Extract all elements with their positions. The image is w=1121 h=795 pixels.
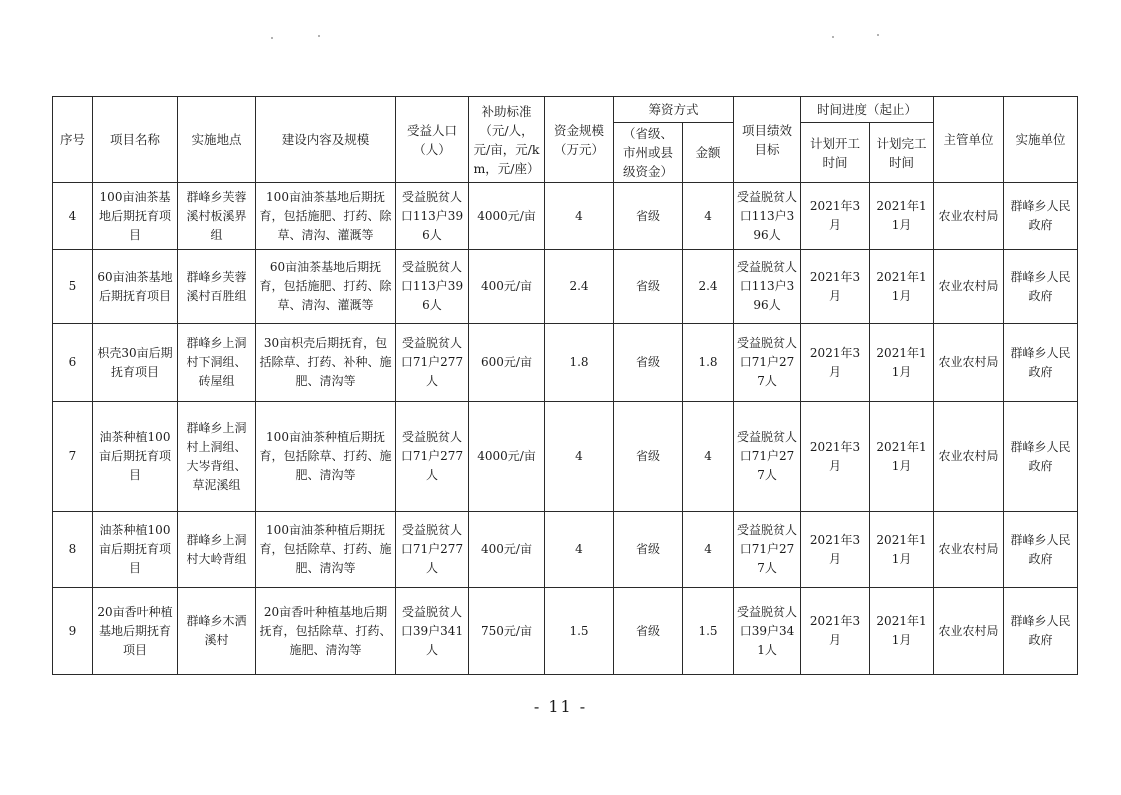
header-authority: 主管单位 <box>934 97 1004 183</box>
cell-seq: 4 <box>53 183 93 250</box>
cell-name: 油茶种植100亩后期抚育项目 <box>93 402 178 512</box>
table-row <box>53 324 1078 402</box>
cell-amount: 4 <box>683 183 734 250</box>
cell-seq: 9 <box>53 588 93 675</box>
cell-start: 2021年3月 <box>801 512 870 588</box>
header-beneficiaries: 受益人口（人） <box>396 97 469 183</box>
cell-subsidy: 4000元/亩 <box>469 183 545 250</box>
cell-name: 60亩油茶基地后期抚育项目 <box>93 250 178 324</box>
cell-content: 20亩香叶种植基地后期抚育，包括除草、打药、施肥、清沟等 <box>256 588 396 675</box>
cell-implementer: 群峰乡人民政府 <box>1004 250 1078 324</box>
cell-content: 100亩油茶基地后期抚育，包括施肥、打药、除草、清沟、灌溉等 <box>256 183 396 250</box>
table-row <box>53 512 1078 588</box>
header-schedule: 时间进度（起止） <box>801 97 934 123</box>
header-start: 计划开工时间 <box>801 123 870 183</box>
cell-beneficiaries: 受益脱贫人口113户396人 <box>396 250 469 324</box>
header-implementer: 实施单位 <box>1004 97 1078 183</box>
cell-start: 2021年3月 <box>801 588 870 675</box>
cell-implementer: 群峰乡人民政府 <box>1004 324 1078 402</box>
table-row <box>53 402 1078 512</box>
scan-speck <box>877 34 879 36</box>
cell-implementer: 群峰乡人民政府 <box>1004 588 1078 675</box>
header-name: 项目名称 <box>93 97 178 183</box>
header-seq: 序号 <box>53 97 93 183</box>
cell-location: 群峰乡上洞村下洞组、砖屋组 <box>178 324 256 402</box>
header-location: 实施地点 <box>178 97 256 183</box>
table-row <box>53 250 1078 324</box>
cell-seq: 6 <box>53 324 93 402</box>
header-content: 建设内容及规模 <box>256 97 396 183</box>
cell-source: 省级 <box>614 588 683 675</box>
cell-end: 2021年11月 <box>870 183 934 250</box>
cell-amount: 1.5 <box>683 588 734 675</box>
cell-seq: 7 <box>53 402 93 512</box>
cell-source: 省级 <box>614 324 683 402</box>
cell-implementer: 群峰乡人民政府 <box>1004 183 1078 250</box>
cell-amount: 1.8 <box>683 324 734 402</box>
table-row <box>53 183 1078 250</box>
cell-performance: 受益脱贫人口113户396人 <box>734 250 801 324</box>
header-financing: 筹资方式 <box>614 97 734 123</box>
cell-subsidy: 600元/亩 <box>469 324 545 402</box>
header-end: 计划完工时间 <box>870 123 934 183</box>
cell-end: 2021年11月 <box>870 588 934 675</box>
cell-funds: 4 <box>545 512 614 588</box>
cell-funds: 1.5 <box>545 588 614 675</box>
cell-beneficiaries: 受益脱贫人口113户396人 <box>396 183 469 250</box>
cell-name: 100亩油茶基地后期抚育项目 <box>93 183 178 250</box>
cell-location: 群峰乡上洞村上洞组、大岑背组、草泥溪组 <box>178 402 256 512</box>
scan-speck <box>318 35 320 37</box>
cell-start: 2021年3月 <box>801 402 870 512</box>
header-performance: 项目绩效目标 <box>734 97 801 183</box>
cell-beneficiaries: 受益脱贫人口71户277人 <box>396 512 469 588</box>
header-funds: 资金规模（万元） <box>545 97 614 183</box>
cell-beneficiaries: 受益脱贫人口71户277人 <box>396 402 469 512</box>
header-financing-source: （省级、市州或县级资金） <box>614 123 683 183</box>
cell-funds: 4 <box>545 402 614 512</box>
cell-performance: 受益脱贫人口113户396人 <box>734 183 801 250</box>
cell-location: 群峰乡芙蓉溪村板溪界组 <box>178 183 256 250</box>
cell-implementer: 群峰乡人民政府 <box>1004 512 1078 588</box>
cell-end: 2021年11月 <box>870 402 934 512</box>
cell-subsidy: 400元/亩 <box>469 250 545 324</box>
cell-authority: 农业农村局 <box>934 250 1004 324</box>
cell-authority: 农业农村局 <box>934 183 1004 250</box>
cell-source: 省级 <box>614 183 683 250</box>
cell-seq: 5 <box>53 250 93 324</box>
cell-funds: 1.8 <box>545 324 614 402</box>
cell-beneficiaries: 受益脱贫人口39户341人 <box>396 588 469 675</box>
cell-end: 2021年11月 <box>870 512 934 588</box>
cell-authority: 农业农村局 <box>934 324 1004 402</box>
cell-authority: 农业农村局 <box>934 402 1004 512</box>
cell-start: 2021年3月 <box>801 250 870 324</box>
table-row <box>53 588 1078 675</box>
cell-end: 2021年11月 <box>870 324 934 402</box>
cell-start: 2021年3月 <box>801 183 870 250</box>
header-financing-amount: 金额 <box>683 123 734 183</box>
cell-performance: 受益脱贫人口39户341人 <box>734 588 801 675</box>
cell-authority: 农业农村局 <box>934 588 1004 675</box>
cell-content: 30亩枳壳后期抚育，包括除草、打药、补种、施肥、清沟等 <box>256 324 396 402</box>
cell-beneficiaries: 受益脱贫人口71户277人 <box>396 324 469 402</box>
cell-subsidy: 4000元/亩 <box>469 402 545 512</box>
cell-content: 100亩油茶种植后期抚育，包括除草、打药、施肥、清沟等 <box>256 402 396 512</box>
cell-source: 省级 <box>614 250 683 324</box>
cell-amount: 4 <box>683 512 734 588</box>
scan-speck <box>271 37 273 39</box>
cell-end: 2021年11月 <box>870 250 934 324</box>
cell-start: 2021年3月 <box>801 324 870 402</box>
cell-performance: 受益脱贫人口71户277人 <box>734 402 801 512</box>
cell-funds: 2.4 <box>545 250 614 324</box>
cell-name: 油茶种植100亩后期抚育项目 <box>93 512 178 588</box>
cell-funds: 4 <box>545 183 614 250</box>
cell-seq: 8 <box>53 512 93 588</box>
cell-content: 60亩油茶基地后期抚育，包括施肥、打药、除草、清沟、灌溉等 <box>256 250 396 324</box>
page-number: - 11 - <box>533 697 588 716</box>
cell-authority: 农业农村局 <box>934 512 1004 588</box>
scan-speck <box>832 36 834 38</box>
cell-source: 省级 <box>614 402 683 512</box>
cell-location: 群峰乡芙蓉溪村百胜组 <box>178 250 256 324</box>
cell-amount: 4 <box>683 402 734 512</box>
cell-location: 群峰乡上洞村大岭背组 <box>178 512 256 588</box>
cell-performance: 受益脱贫人口71户277人 <box>734 512 801 588</box>
cell-amount: 2.4 <box>683 250 734 324</box>
cell-subsidy: 400元/亩 <box>469 512 545 588</box>
project-table <box>52 96 1078 675</box>
table-body <box>53 183 1078 675</box>
header-subsidy: 补助标准（元/人，元/亩，元/km，元/座） <box>469 97 545 183</box>
cell-location: 群峰乡木洒溪村 <box>178 588 256 675</box>
header-row-top <box>53 97 1078 123</box>
cell-source: 省级 <box>614 512 683 588</box>
cell-name: 枳壳30亩后期抚育项目 <box>93 324 178 402</box>
cell-name: 20亩香叶种植基地后期抚育项目 <box>93 588 178 675</box>
cell-implementer: 群峰乡人民政府 <box>1004 402 1078 512</box>
cell-subsidy: 750元/亩 <box>469 588 545 675</box>
cell-performance: 受益脱贫人口71户277人 <box>734 324 801 402</box>
cell-content: 100亩油茶种植后期抚育，包括除草、打药、施肥、清沟等 <box>256 512 396 588</box>
